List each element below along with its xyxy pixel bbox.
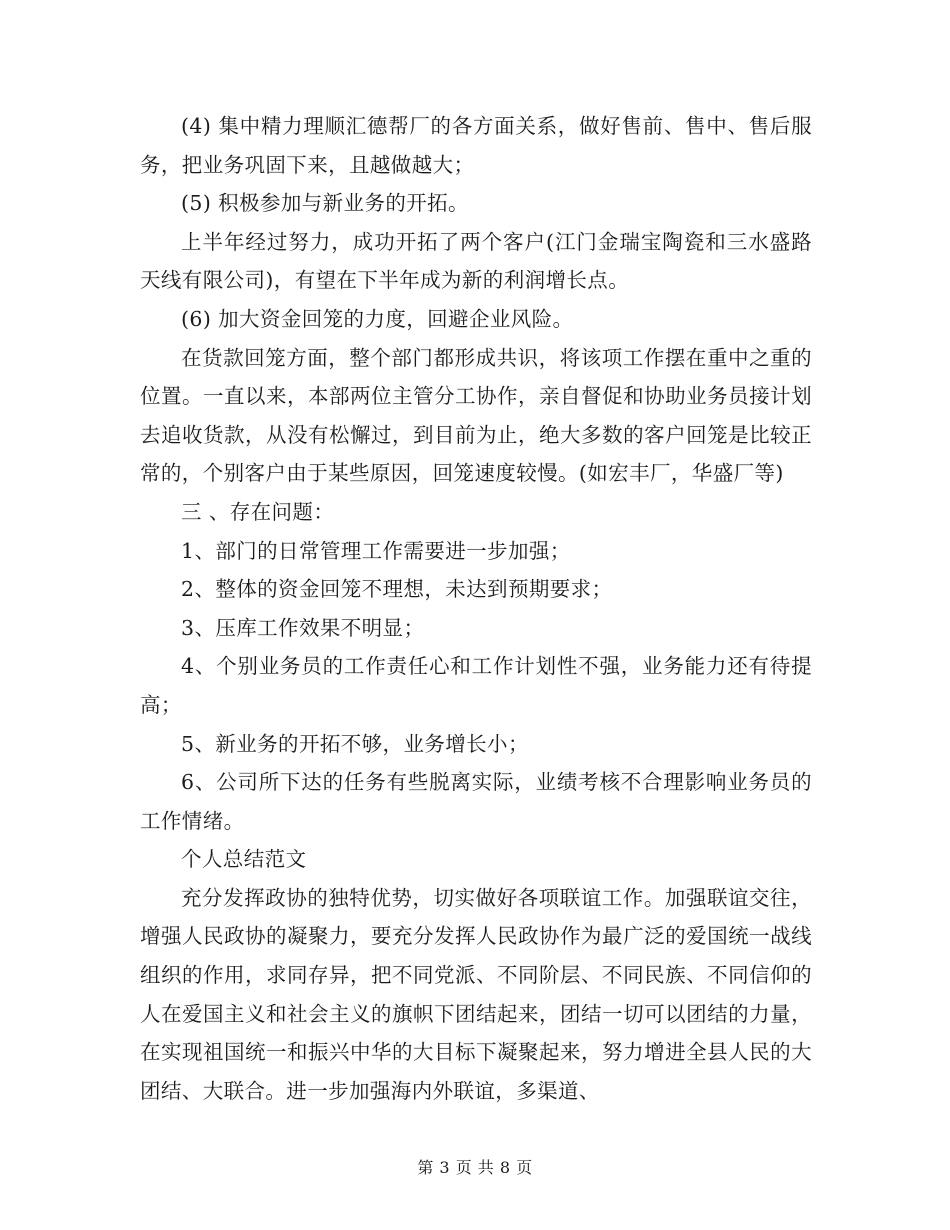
page-footer — [0, 1155, 950, 1178]
page-number: 第 3 页 共 8 页 — [417, 1158, 533, 1177]
list-item: 5、新业务的开拓不够，业务增长小； — [181, 731, 529, 756]
list-item: 6、公司所下达的任务有些脱离实际，业绩考核不合理影响业务员的工作情绪。 — [140, 770, 812, 833]
list-item: 1、部门的日常管理工作需要进一步加强； — [181, 538, 571, 563]
paragraph: (4) 集中精力理顺汇德帮厂的各方面关系，做好售前、售中、售后服务，把业务巩固下来，且越做越大； — [140, 114, 812, 177]
paragraph: 充分发挥政协的独特优势，切实做好各项联谊工作。加强联谊交往，增强人民政协的凝聚力，要充分发挥人民政协作为最广泛的爱国统一战线组织的作用，求同存异，把不同党派、不同阶层、不同民族、不同信仰的人在爱国主义和社会主义的旗帜下团结起来，团结一切可以团结的力量，在实现祖国统一和振兴中华的大目标下凝聚起来，努力增进全县人民的大团结、大联合。进一步加强海内外联谊，多渠道、 — [140, 885, 812, 1103]
paragraph: 上半年经过努力，成功开拓了两个客户(江门金瑞宝陶瓷和三水盛路天线有限公司)，有望在下半年成为新的利润增长点。 — [140, 229, 812, 293]
paragraph: (6) 加大资金回笼的力度，回避企业风险。 — [181, 306, 574, 331]
section-heading: 三 、存在问题： — [181, 499, 335, 524]
paragraph: (5) 积极参加与新业务的开拓。 — [181, 191, 469, 216]
list-item: 2、整体的资金回笼不理想，未达到预期要求； — [181, 577, 613, 602]
document-body — [140, 107, 812, 1110]
list-item: 3、压库工作效果不明显； — [181, 615, 425, 640]
paragraph: 在货款回笼方面，整个部门都形成共识，将该项工作摆在重中之重的位置。一直以来，本部两位主管分工协作，亲自督促和协助业务员接计划去追收货款，从没有松懈过，到目前为止，绝大多数的客户回笼是比较正常的，个别客户由于某些原因，回笼速度较慢。(如宏丰厂，华盛厂等) — [140, 345, 812, 486]
list-item: 4、个别业务员的工作责任心和工作计划性不强，业务能力还有待提高； — [140, 654, 812, 717]
section-title: 个人总结范文 — [181, 847, 307, 872]
